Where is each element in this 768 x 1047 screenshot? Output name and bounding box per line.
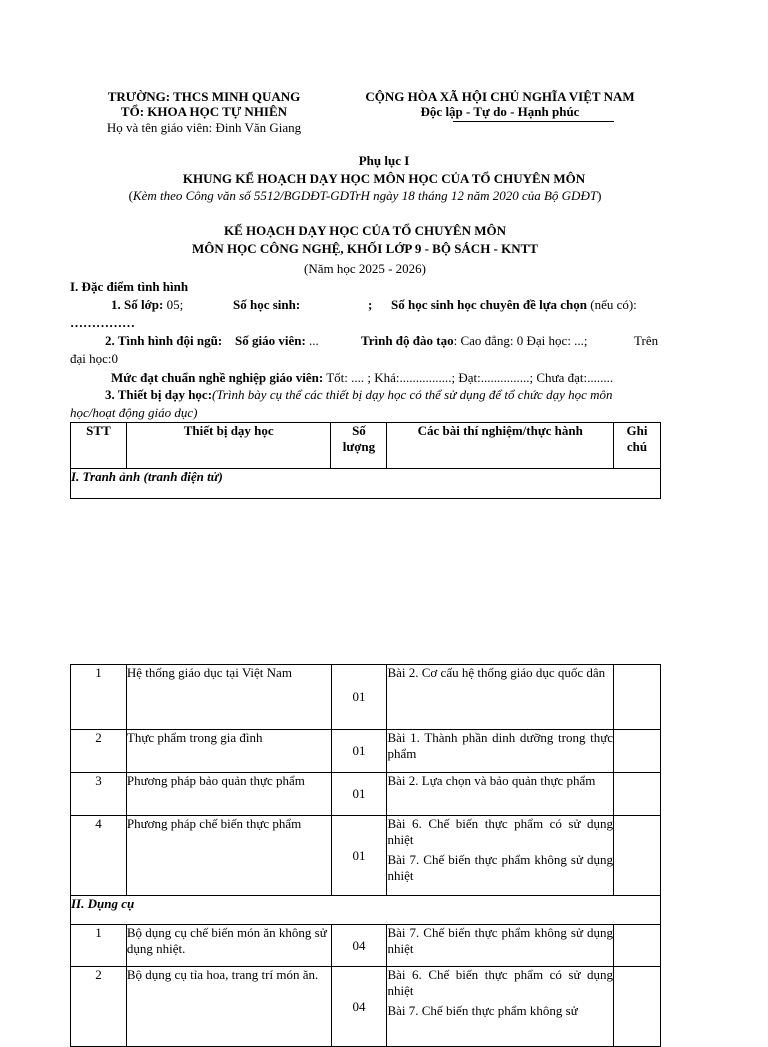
student-count-label: Số học sinh:	[233, 297, 301, 312]
row-device: Bộ dụng cụ chế biến món ăn không sử dụng nhiệt.	[126, 925, 331, 967]
equipment-table-head	[70, 422, 661, 499]
class-count-label: 1. Số lớp:	[111, 297, 164, 312]
group-row	[71, 469, 661, 499]
table-header-row	[71, 423, 661, 469]
class-count-value: 05;	[163, 297, 184, 312]
lesson-item: Bài 6. Chế biến thực phẩm có sử dụng nhiệt	[387, 967, 614, 998]
teacher-count-value: ...	[305, 333, 319, 348]
lesson-item: Bài 2. Lựa chọn và bảo quản thực phẩm	[387, 773, 596, 788]
training-level-value: : Cao đẳng: 0 Đại học: ...;	[453, 333, 588, 348]
row-note	[614, 925, 661, 967]
student-count-sep: ;	[368, 297, 373, 312]
elective-students-label: Số học sinh học chuyên đề lựa chọn	[391, 297, 587, 312]
row-qty: 01	[331, 730, 387, 773]
lesson-item: Bài 2. Cơ cấu hệ thống giáo dục quốc dân	[387, 665, 606, 680]
row-device: Hệ thống giáo dục tại Việt Nam	[126, 665, 331, 730]
row-qty: 04	[331, 925, 387, 967]
col-note: Ghi chú	[614, 423, 661, 469]
elective-students-line	[391, 296, 637, 313]
row-qty: 01	[331, 816, 387, 896]
teacher-name: Họ và tên giáo viên: Đinh Văn Giang	[106, 120, 302, 135]
teacher-count-label: Số giáo viên:	[235, 333, 306, 348]
lesson-item: Bài 1. Thành phần dinh dưỡng trong thực phẩm	[387, 730, 614, 761]
row-device: Bộ dụng cụ tỉa hoa, trang trí món ăn.	[126, 967, 331, 1047]
standards-line	[111, 369, 613, 386]
lesson-item: Bài 7. Chế biến thực phẩm không sử dụng nhiệt	[387, 925, 614, 956]
staff-label: 2. Tình hình đội ngũ:	[105, 333, 223, 348]
row-lessons	[387, 967, 614, 1047]
table-row	[71, 967, 661, 1047]
row-qty: 04	[331, 967, 387, 1047]
row-qty: 01	[331, 773, 387, 816]
row-lessons	[387, 730, 614, 773]
class-count-line	[111, 296, 183, 313]
standards-label: Mức đạt chuẩn nghề nghiệp giáo viên:	[111, 370, 324, 385]
lesson-item: Bài 6. Chế biến thực phẩm có sử dụng nhiệt	[387, 816, 614, 847]
group-label-tools: II. Dụng cụ	[71, 896, 661, 925]
lesson-item: Bài 7. Chế biến thực phẩm không sử dụng nhiệt	[387, 852, 614, 883]
row-lessons	[387, 773, 614, 816]
equipment-label: 3. Thiết bị dạy học:	[105, 387, 213, 402]
col-stt: STT	[71, 423, 127, 469]
row-stt: 4	[71, 816, 127, 896]
row-stt: 1	[71, 925, 127, 967]
plan-subject: MÔN HỌC CÔNG NGHỆ, KHỐI LỚP 9 - BỘ SÁCH - KNTT	[192, 241, 538, 256]
lesson-item: Bài 7. Chế biến thực phẩm không sử	[387, 1003, 578, 1018]
appendix-note	[0, 187, 730, 204]
republic-title: CỘNG HÒA XÃ HỘI CHỦ NGHĨA VIỆT NAM	[365, 89, 635, 104]
motto-underline	[453, 121, 614, 122]
table-row	[71, 925, 661, 967]
plan-year: (Năm học 2025 - 2026)	[303, 261, 427, 276]
table-row	[71, 773, 661, 816]
row-qty: 01	[331, 665, 387, 730]
equipment-line	[105, 386, 613, 403]
row-stt: 2	[71, 967, 127, 1047]
table-row	[71, 665, 661, 730]
department-name: TỔ: KHOA HỌC TỰ NHIÊN	[120, 104, 288, 119]
row-stt: 1	[71, 665, 127, 730]
training-level	[361, 332, 588, 349]
row-device: Phương pháp bảo quản thực phẩm	[126, 773, 331, 816]
col-device: Thiết bị dạy học	[126, 423, 331, 469]
training-level-label: Trình độ đào tạo	[361, 333, 454, 348]
col-qty: Số lượng	[331, 423, 387, 469]
col-lessons: Các bài thí nghiệm/thực hành	[387, 423, 614, 469]
postgrad-label: Trên	[634, 333, 659, 348]
row-lessons	[387, 665, 614, 730]
group-label-pictures: I. Tranh ảnh (tranh điện tử)	[71, 469, 661, 499]
equipment-table-body	[70, 664, 661, 1047]
elective-students-dots: ……………	[70, 315, 135, 330]
postgrad-value: đại học:0	[70, 351, 119, 366]
appendix-title: KHUNG KẾ HOẠCH DẠY HỌC MÔN HỌC CỦA TỔ CHUYÊN MÔN	[182, 171, 586, 186]
elective-students-note: (nếu có):	[586, 297, 637, 312]
row-device: Thực phẩm trong gia đình	[126, 730, 331, 773]
row-note	[614, 730, 661, 773]
row-note	[614, 665, 661, 730]
appendix-label: Phụ lục I	[358, 153, 410, 168]
appendix-note-close: )	[597, 188, 602, 203]
equipment-desc: (Trình bày cụ thể các thiết bị dạy học có thể sử dụng để tổ chức dạy học môn	[212, 387, 613, 402]
row-device: Phương pháp chế biến thực phẩm	[126, 816, 331, 896]
section-heading: I. Đặc điểm tình hình	[70, 279, 189, 294]
national-motto: Độc lập - Tự do - Hạnh phúc	[420, 104, 580, 119]
row-stt: 3	[71, 773, 127, 816]
row-note	[614, 967, 661, 1047]
equipment-desc-cont: học/hoạt động giáo dục)	[70, 405, 198, 420]
teacher-count	[235, 332, 319, 349]
group-row	[71, 896, 661, 925]
appendix-note-text: Kèm theo Công văn số 5512/BGDĐT-GDTrH ngày 18 tháng 12 năm 2020 của Bộ GDĐT	[132, 188, 598, 203]
row-lessons	[387, 816, 614, 896]
school-name: TRƯỜNG: THCS MINH QUANG	[107, 89, 301, 104]
row-note	[614, 773, 661, 816]
table-row	[71, 730, 661, 773]
standards-values: Tốt: .... ; Khá:................; Đạt:...............; Chưa đạt:........	[323, 370, 614, 385]
row-stt: 2	[71, 730, 127, 773]
row-note	[614, 816, 661, 896]
appendix-note-open: (	[128, 188, 133, 203]
plan-title: KẾ HOẠCH DẠY HỌC CỦA TỔ CHUYÊN MÔN	[223, 223, 507, 238]
row-lessons	[387, 925, 614, 967]
table-row	[71, 816, 661, 896]
